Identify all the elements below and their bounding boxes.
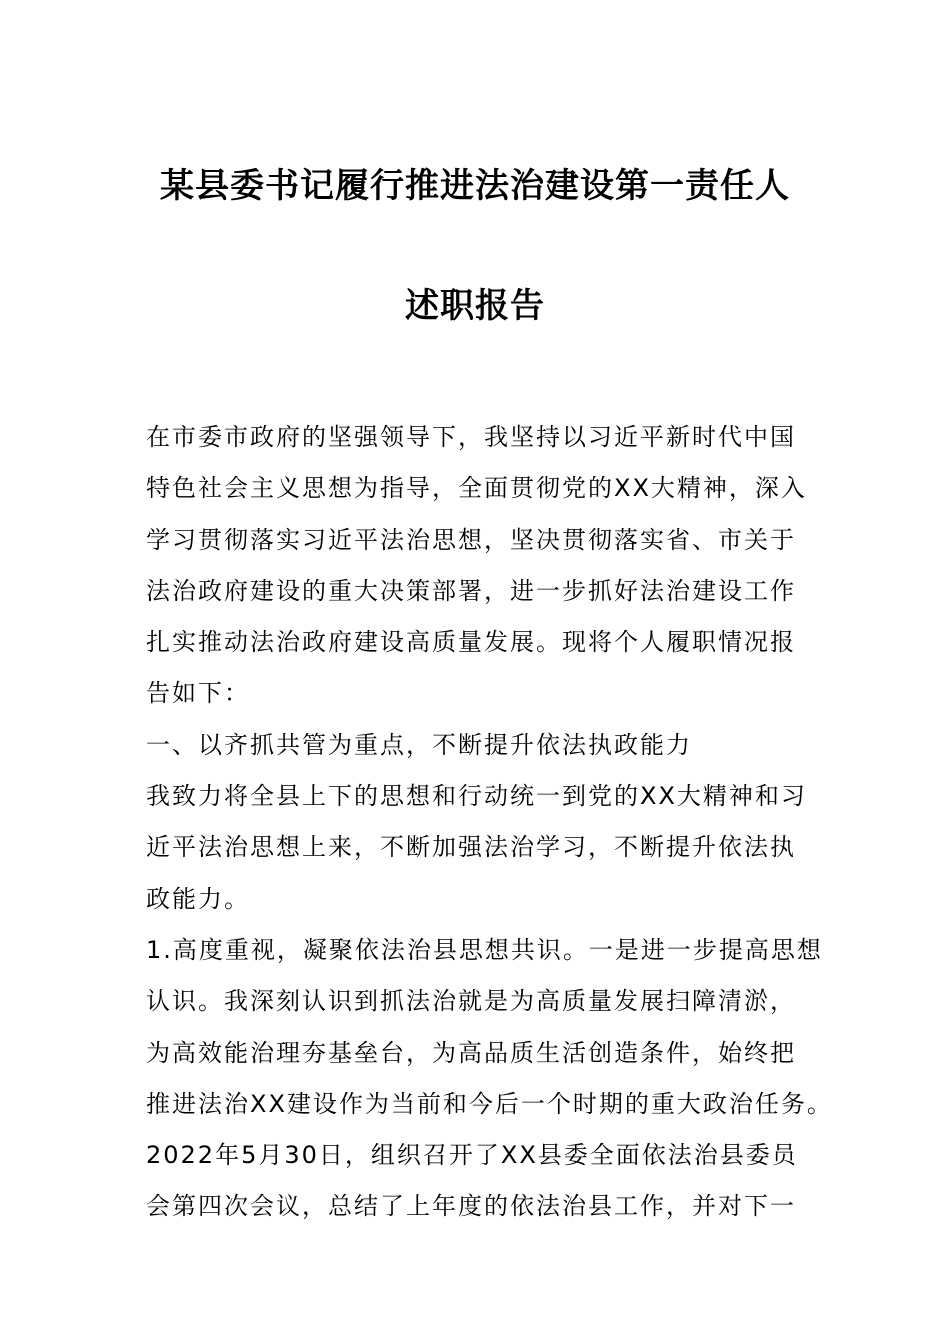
body-line: 法治政府建设的重大决策部署，进一步抓好法治建设工作 bbox=[146, 576, 796, 605]
body-line: 在市委市政府的坚强领导下，我坚持以习近平新时代中国 bbox=[146, 423, 796, 451]
body-line: 告如下： bbox=[146, 679, 250, 708]
body-line: 为高效能治理夯基垒台，为高品质生活创造条件，始终把 bbox=[146, 1038, 796, 1067]
body-line: 我致力将全县上下的思想和行动统一到党的XX大精神和习 bbox=[146, 782, 807, 811]
body-line: 认识。我深刻认识到抓法治就是为高质量发展扫障清淤， bbox=[146, 987, 796, 1016]
body-line: 近平法治思想上来，不断加强法治学习，不断提升依法执 bbox=[146, 833, 796, 862]
body-line: 扎实推动法治政府建设高质量发展。现将个人履职情况报 bbox=[146, 628, 796, 657]
document-title-line-1: 某县委书记履行推进法治建设第一责任人 bbox=[160, 166, 790, 206]
body-line: 特色社会主义思想为指导，全面贯彻党的XX大精神，深入 bbox=[146, 474, 807, 503]
body-line: 政能力。 bbox=[146, 884, 250, 913]
body-line: 2022年5月30日，组织召开了XX县委全面依法治县委员 bbox=[146, 1141, 798, 1170]
body-line: 会第四次会议，总结了上年度的依法治县工作，并对下一 bbox=[146, 1192, 796, 1221]
section-heading: 一、以齐抓共管为重点，不断提升依法执政能力 bbox=[146, 730, 692, 759]
subsection-line: 1.高度重视，凝聚依法治县思想共识。一是进一步提高思想 bbox=[146, 935, 823, 964]
document-title-line-2: 述职报告 bbox=[405, 286, 545, 326]
document-body bbox=[146, 412, 833, 1233]
body-line: 学习贯彻落实习近平法治思想，坚决贯彻落实省、市关于 bbox=[146, 525, 796, 554]
body-line: 推进法治XX建设作为当前和今后一个时期的重大政治任务。 bbox=[146, 1089, 833, 1118]
